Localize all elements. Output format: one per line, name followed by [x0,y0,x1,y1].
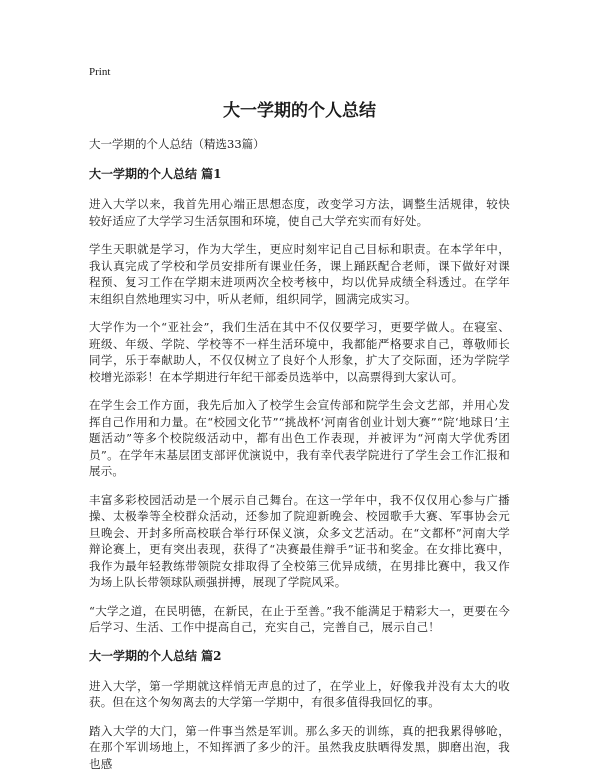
section-heading-1: 大一学期的个人总结 篇1 [89,167,222,181]
paragraph: 进入大学，第一学期就这样悄无声息的过了，在学业上，好像我并没有太大的收获。但在这个匆匆离去的大学第一学期中，有很多值得我回忆的事。 [89,678,510,709]
section-heading-2: 大一学期的个人总结 篇2 [89,648,222,663]
document-title: 大一学期的个人总结 [223,101,376,121]
document-subtitle: 大一学期的个人总结（精选33篇） [89,137,265,151]
paragraph: 学生天职就是学习，作为大学生，更应时刻牢记自己目标和职责。在本学年中，我认真完成了学校和学员安排所有课业任务，课上踊跃配合老师，课下做好对课程预、复习工作在学期末进项两次全校考核中，均以优异成绩全科透过。在学年末组织自然地理实习中，听从老师，组织同学，圆满完成实习。 [89,242,510,306]
print-label: Print [89,66,111,78]
paragraph: 大学作为一个“亚社会”，我们生活在其中不仅仅要学习，更要学做人。在寝室、班级、年级、学院、学校等不一样生活环境中，我都能严格要求自己，尊敬师长同学，乐于奉献助人，不仅仅树立了良好个人形象，扩大了交际面，还为学院学校增光添彩！在本学期进行年纪干部委员选举中，以高票得到大家认可。 [89,320,510,384]
paragraph: 在学生会工作方面，我先后加入了校学生会宣传部和院学生会文艺部，并用心发挥自己作用和力量。在“校园文化节”“挑战杯‘河南省创业计划大赛”“院‘地球日’主题活动”等多个校院级活动中，都有出色工作表现，并被评为“河南大学优秀团员”。在学年末基层团支部评优演说中，我有幸代表学院进行了学生会工作汇报和展示。 [89,398,510,478]
paragraph: 进入大学以来，我首先用心端正思想态度，改变学习方法，调整生活规律，较快较好适应了大学学习生活氛围和环境，使自己大学充实而有好处。 [89,197,510,228]
paragraph: 踏入大学的大门，第一件事当然是军训。那么多天的训练，真的把我累得够呛，在那个军训场地上，不知挥洒了多少的汗。虽然我皮肤晒得发黑，脚磨出泡，我也感 [89,723,510,771]
paragraph: 丰富多彩校园活动是一个展示自己舞台。在这一学年中，我不仅仅用心参与广播操、太极拳等全校群众活动，还参加了院迎新晚会、校园歌手大赛、军事协会元旦晚会、开封多所高校联合举行环保义演，众多文艺活动。在“文都杯”河南大学辩论赛上，更有突出表现，获得了“决赛最佳辩手”证书和奖金。在女排比赛中，我作为最年轻教练带领院女排取得了全校第三优异成绩，在男排比赛中，我又作为场上队长带领球队顽强拼搏，展现了学院风采。 [89,492,510,589]
paragraph: “大学之道，在民明德，在新民，在止于至善。”我不能满足于精彩大一，更要在今后学习、生活、工作中提高自己，充实自己，完善自己，展示自己！ [89,603,510,634]
